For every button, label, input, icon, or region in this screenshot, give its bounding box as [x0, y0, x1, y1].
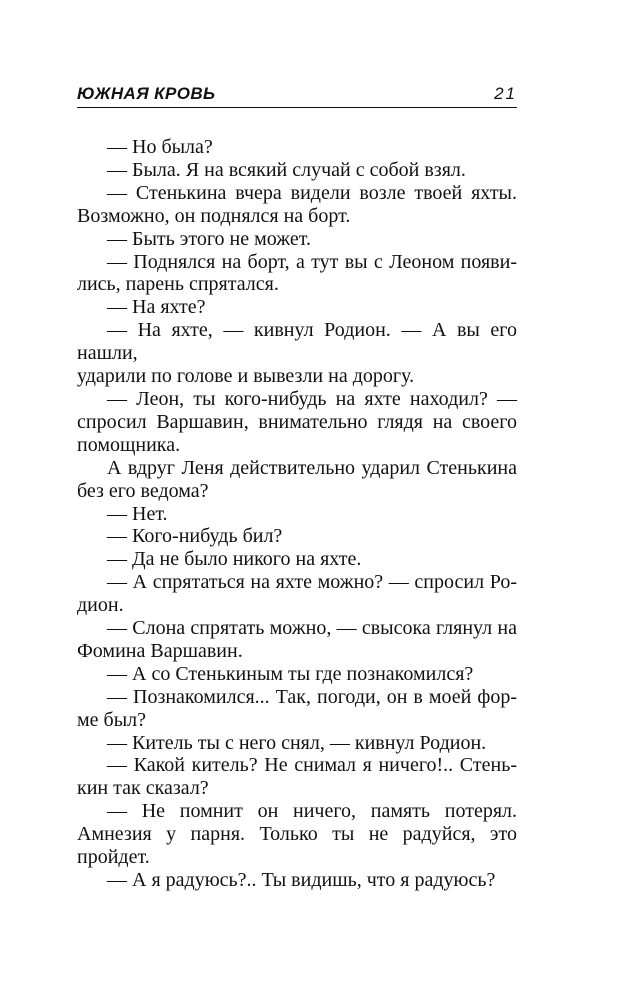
- paragraph: [77, 319, 517, 388]
- header-rule: [77, 107, 517, 108]
- text-line: помощника.: [77, 433, 181, 456]
- paragraph: [77, 663, 517, 686]
- paragraph: [77, 525, 517, 548]
- paragraph: [77, 732, 517, 755]
- paragraph: [77, 388, 517, 457]
- paragraph: [77, 548, 517, 571]
- text-line: — Не помнит он ничего, память потерял.: [107, 800, 517, 823]
- text-line: А вдруг Леня действительно ударил Стенькина: [107, 456, 517, 479]
- text-line: — Слона спрятать можно, — свысока глянул на: [107, 617, 517, 640]
- text-line: Возможно, он поднялся на борт.: [77, 204, 351, 227]
- text-body: [77, 136, 517, 892]
- text-line: — Нет.: [107, 502, 168, 525]
- text-line: — Стенькина вчера видели возле твоей яхты.: [107, 181, 517, 204]
- text-line: — Китель ты с него снял, — кивнул Родион.: [107, 731, 487, 754]
- page-number: 21: [494, 84, 517, 103]
- paragraph: [77, 571, 517, 617]
- paragraph: [77, 457, 517, 503]
- book-title: ЮЖНАЯ КРОВЬ: [77, 84, 216, 103]
- paragraph: [77, 617, 517, 663]
- text-line: спросил Варшавин, внимательно глядя на своего: [77, 410, 517, 433]
- text-line: кин так сказал?: [77, 777, 209, 800]
- running-head: [77, 84, 517, 106]
- text-line: — Быть этого не может.: [107, 227, 311, 250]
- text-line: — Да не было никого на яхте.: [107, 548, 362, 571]
- text-line: — Была. Я на всякий случай с собой взял.: [107, 158, 466, 181]
- paragraph: [77, 296, 517, 319]
- paragraph: [77, 800, 517, 869]
- text-line: — Кого-нибудь бил?: [107, 525, 283, 548]
- text-line: лись, парень спрятался.: [77, 273, 279, 296]
- paragraph: [77, 251, 517, 297]
- paragraph: [77, 228, 517, 251]
- text-line: ударили по голове и вывезли на дорогу.: [77, 365, 415, 388]
- text-line: — А спрятаться на яхте можно? — спросил Ро-: [107, 571, 517, 594]
- paragraph: [77, 869, 517, 892]
- text-line: без его ведома?: [77, 479, 209, 502]
- paragraph: [77, 754, 517, 800]
- text-line: — Поднялся на борт, а тут вы с Леоном появи-: [107, 250, 517, 273]
- text-line: — На яхте?: [107, 296, 206, 319]
- paragraph: [77, 136, 517, 159]
- text-line: Амнезия у парня. Только ты не радуйся, это пройдет.: [77, 823, 517, 869]
- text-line: — А со Стенькиным ты где познакомился?: [107, 662, 474, 685]
- text-line: дион.: [77, 594, 124, 617]
- paragraph: [77, 159, 517, 182]
- text-line: — А я радуюсь?.. Ты видишь, что я радуюсь?: [107, 869, 496, 891]
- text-line: — Но была?: [107, 136, 213, 158]
- text-line: — Леон, ты кого-нибудь на яхте находил? —: [107, 387, 517, 410]
- text-line: — Познакомился... Так, погоди, он в моей фор-: [107, 685, 517, 708]
- text-line: — На яхте, — кивнул Родион. — А вы его нашли,: [77, 319, 517, 365]
- text-line: — Какой китель? Не снимал я ничего!.. Стень-: [107, 754, 517, 777]
- text-line: Фомина Варшавин.: [77, 639, 243, 662]
- paragraph: [77, 503, 517, 526]
- paragraph: [77, 182, 517, 228]
- text-line: ме был?: [77, 708, 147, 731]
- paragraph: [77, 686, 517, 732]
